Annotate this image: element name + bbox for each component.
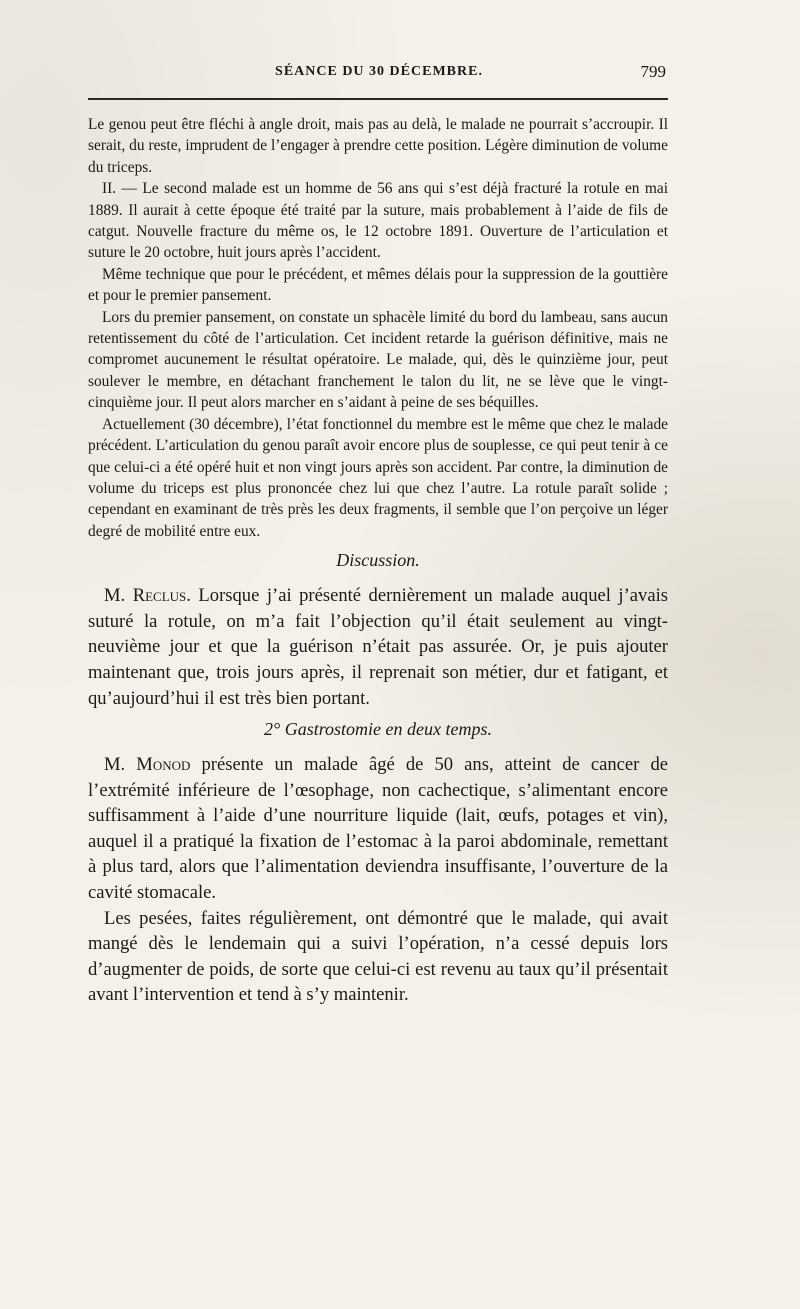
speaker-prefix: M. — [104, 754, 126, 776]
speaker-name: Monod — [136, 754, 191, 776]
discussion-section — [88, 583, 668, 711]
gastrostomy-heading: 2° Gastrostomie en deux temps. — [264, 719, 492, 740]
discussion-heading: Discussion. — [336, 550, 420, 571]
case-report-section — [88, 114, 668, 542]
page-header — [88, 64, 670, 86]
body-text — [88, 114, 668, 1008]
paragraph: Même technique que pour le précédent, et mêmes délais pour la suppression de la gouttière et pour le premier pansement. — [88, 265, 668, 305]
monod-paragraph — [88, 752, 668, 906]
speaker-name: Reclus. — [132, 585, 191, 607]
paragraph-text: Lorsque j’ai présenté dernièrement un malade auquel j’avais suturé la rotule, on m’a fait l’objection qu’il était seulement au vingt-neuvième jour et que la guérison n’était pas assurée. Or, je puis ajouter maintenant que, trois jours après, il reprenait son métier, dur et fatigant, et qu’aujourd’hui il est très bien portant. — [88, 585, 668, 709]
page-number: 799 — [640, 62, 666, 81]
paragraph-text: présente un malade âgé de 50 ans, atteint de cancer de l’extrémité inférieure de l’œsophage, non cachectique, s’alimentant encore suffisamment à l’aide d’une nourriture liquide (lait, œufs, potages et vin), auquel il a pratiqué la fixation de l’estomac à la paroi abdominale, remettant à plus tard, alors que l’alimentation deviendra insuffisante, l’ouverture de la cavité stomacale. — [88, 754, 668, 904]
paragraph: Les pesées, faites régulièrement, ont démontré que le malade, qui avait mangé dès le lendemain qui a suivi l’opération, n’a cessé depuis lors d’augmenter de poids, de sorte que celui-ci est revenu au taux qu’il présentait avant l’intervention et tend à s’y maintenir. — [88, 907, 668, 1006]
paragraph: Actuellement (30 décembre), l’état fonctionnel du membre est le même que chez le malade précédent. L’articulation du genou paraît avoir encore plus de souplesse, ce qui peut tenir à ce que celui-ci a été opéré huit et non vingt jours après son accident. Par contre, la diminution de volume du triceps est plus prononcée chez lui que chez l’autre. La rotule paraît solide ; cependant en examinant de très près les deux fragments, il semble que l’on perçoive un léger degré de mobilité entre eux. — [88, 415, 668, 540]
header-rule — [88, 98, 668, 100]
speaker-prefix: M. — [104, 585, 126, 607]
running-title: SÉANCE DU 30 DÉCEMBRE. — [275, 64, 483, 79]
paragraph: II. — Le second malade est un homme de 56 ans qui s’est déjà fracturé la rotule en mai 1889. Il aurait à cette époque été traité par la suture, mais probablement à l’aide de fils de catgut. Nouvelle fracture du même os, le 12 octobre 1891. Ouverture de l’articulation et suture le 20 octobre, huit jours après l’accident. — [88, 180, 668, 262]
paragraph: Lors du premier pansement, on constate un sphacèle limité du bord du lambeau, sans aucun retentissement du côté de l’articulation. Cet incident retarde la guérison définitive, mais ne compromet aucunement le résultat opératoire. Le malade, qui, dès le quinzième jour, peut soulever le membre, en détachant franchement le talon du lit, ne se lève que le vingt-cinquième jour. Il peut alors marcher en s’aidant à peine de ses béquilles. — [88, 308, 668, 412]
reclus-paragraph — [88, 583, 668, 711]
paragraph: Le genou peut être fléchi à angle droit, mais pas au delà, le malade ne pourrait s’accroupir. Il serait, du reste, imprudent de l’engager à prendre cette position. Légère diminution de volume du triceps. — [88, 116, 668, 176]
gastrostomy-section — [88, 752, 668, 1008]
